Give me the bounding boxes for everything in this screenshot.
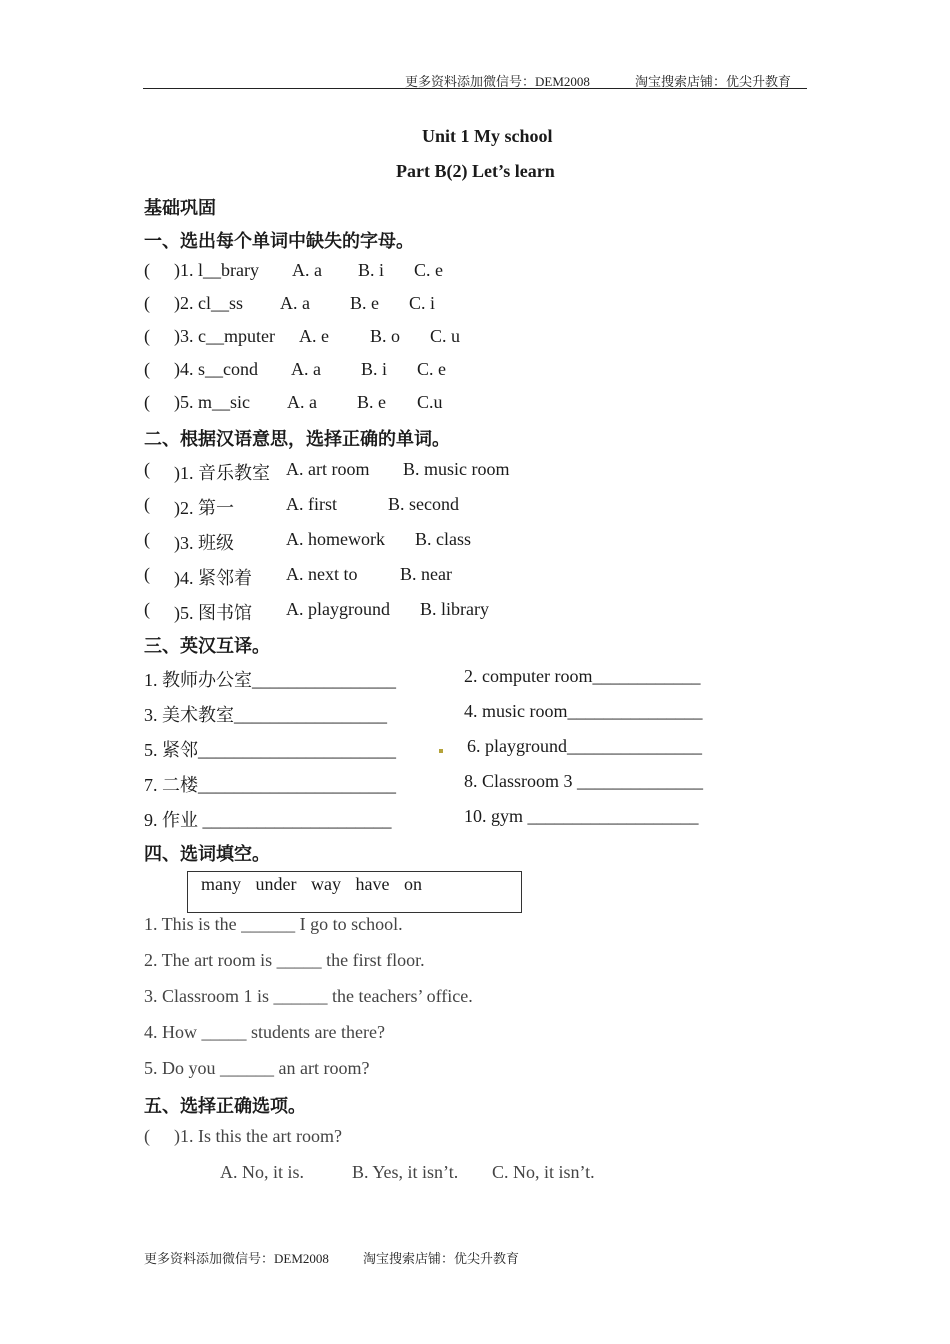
s2-q5: [144, 599, 174, 620]
s1-q3-opt-b: B. o: [370, 326, 401, 346]
s2-q1-stem: )1. 音乐教室: [174, 463, 270, 483]
s3-right-4[interactable]: 4. music room_______________: [464, 701, 703, 721]
s1-q3-stem: )3. c__mputer: [174, 326, 275, 346]
unit-title: Unit 1 My school: [422, 126, 553, 146]
s1-q4-opt-c: C. e: [417, 359, 446, 379]
s1-q2-opt-c: C. i: [409, 293, 436, 313]
answer-paren[interactable]: (: [144, 359, 150, 379]
s1-q1-stem: )1. l__brary: [174, 260, 259, 280]
s1-q3-opt-c: C. u: [430, 326, 461, 346]
s3-left-3[interactable]: 3. 美术教室_________________: [144, 705, 387, 725]
s1-q2: [144, 293, 174, 314]
s2-q5-opt-b: B. library: [420, 599, 489, 619]
answer-paren[interactable]: (: [144, 260, 150, 280]
s2-q4-stem: )4. 紧邻着: [174, 568, 252, 588]
s5-q1-opt-c: C. No, it isn’t.: [492, 1162, 595, 1182]
s4-q2[interactable]: 2. The art room is _____ the first floor.: [144, 950, 425, 970]
footer-taobao: 淘宝搜索店铺：优尖升教育: [363, 1251, 520, 1266]
s1-q5-stem: )5. m__sic: [174, 392, 250, 412]
s2-q2-stem: )2. 第一: [174, 498, 234, 518]
answer-paren[interactable]: (: [144, 564, 150, 584]
s2-q3: [144, 529, 174, 550]
s1-q1-opt-a: A. a: [292, 260, 322, 280]
section4-heading: 四、选词填空。: [144, 844, 270, 864]
footer-wechat: 更多资料添加微信号：DEM2008: [144, 1251, 329, 1266]
word-box: [187, 871, 522, 913]
s4-q4[interactable]: 4. How _____ students are there?: [144, 1022, 385, 1042]
word-box-words: many under way have on: [201, 874, 422, 894]
header-wechat: 更多资料添加微信号：DEM2008: [405, 74, 590, 89]
s1-q4-opt-a: A. a: [291, 359, 321, 379]
answer-paren[interactable]: (: [144, 1126, 150, 1146]
s2-q2: [144, 494, 174, 515]
s2-q2-opt-b: B. second: [388, 494, 459, 514]
section-basic-heading: 基础巩固: [144, 198, 216, 218]
answer-paren[interactable]: (: [144, 459, 150, 479]
s1-q3: [144, 326, 174, 347]
s3-right-10[interactable]: 10. gym ___________________: [464, 806, 699, 826]
s1-q5: [144, 392, 174, 413]
s2-q3-opt-b: B. class: [415, 529, 471, 549]
answer-paren[interactable]: (: [144, 599, 150, 619]
s2-q1-opt-a: A. art room: [286, 459, 370, 479]
s2-q5-opt-a: A. playground: [286, 599, 390, 619]
header-rule: [143, 88, 807, 89]
s4-q3[interactable]: 3. Classroom 1 is ______ the teachers’ office.: [144, 986, 473, 1006]
s1-q2-stem: )2. cl__ss: [174, 293, 243, 313]
part-title: Part B(2) Let’s learn: [396, 161, 555, 181]
s3-left-9[interactable]: 9. 作业 _____________________: [144, 810, 392, 830]
s1-q1-opt-c: C. e: [414, 260, 443, 280]
s2-q3-opt-a: A. homework: [286, 529, 385, 549]
s3-left-7[interactable]: 7. 二楼______________________: [144, 775, 396, 795]
s1-q2-opt-b: B. e: [350, 293, 379, 313]
s3-left-1[interactable]: 1. 教师办公室________________: [144, 670, 396, 690]
section5-heading: 五、选择正确选项。: [144, 1096, 306, 1116]
s2-q1-opt-b: B. music room: [403, 459, 510, 479]
s2-q5-stem: )5. 图书馆: [174, 603, 252, 623]
s4-q1[interactable]: 1. This is the ______ I go to school.: [144, 914, 403, 934]
s5-q1: [144, 1126, 174, 1147]
s3-right-2[interactable]: 2. computer room____________: [464, 666, 701, 686]
s1-q2-opt-a: A. a: [280, 293, 310, 313]
answer-paren[interactable]: (: [144, 392, 150, 412]
s1-q5-opt-a: A. a: [287, 392, 317, 412]
s5-q1-opt-a: A. No, it is.: [220, 1162, 305, 1182]
s2-q4-opt-b: B. near: [400, 564, 452, 584]
stray-dot: [439, 749, 443, 753]
s1-q1: [144, 260, 174, 281]
header-taobao: 淘宝搜索店铺：优尖升教育: [635, 74, 792, 89]
s4-q5[interactable]: 5. Do you ______ an art room?: [144, 1058, 370, 1078]
s2-q4-opt-a: A. next to: [286, 564, 358, 584]
s1-q1-opt-b: B. i: [358, 260, 385, 280]
s3-right-6[interactable]: 6. playground_______________: [467, 736, 702, 756]
s1-q3-opt-a: A. e: [299, 326, 329, 346]
s5-q1-opt-b: B. Yes, it isn’t.: [352, 1162, 459, 1182]
s3-right-8[interactable]: 8. Classroom 3 ______________: [464, 771, 704, 791]
s2-q3-stem: )3. 班级: [174, 533, 234, 553]
s2-q1: [144, 459, 174, 480]
s2-q2-opt-a: A. first: [286, 494, 337, 514]
s3-left-5[interactable]: 5. 紧邻______________________: [144, 740, 396, 760]
section2-heading: 二、根据汉语意思，选择正确的单词。: [144, 429, 450, 449]
answer-paren[interactable]: (: [144, 293, 150, 313]
s1-q4: [144, 359, 174, 380]
s1-q5-opt-b: B. e: [357, 392, 386, 412]
answer-paren[interactable]: (: [144, 529, 150, 549]
answer-paren[interactable]: (: [144, 494, 150, 514]
s1-q4-opt-b: B. i: [361, 359, 388, 379]
section1-heading: 一、选出每个单词中缺失的字母。: [144, 231, 414, 251]
answer-paren[interactable]: (: [144, 326, 150, 346]
s1-q4-stem: )4. s__cond: [174, 359, 258, 379]
s5-q1-stem: )1. Is this the art room?: [174, 1126, 342, 1146]
s2-q4: [144, 564, 174, 585]
s1-q5-opt-c: C.u: [417, 392, 443, 412]
section3-heading: 三、英汉互译。: [144, 636, 270, 656]
